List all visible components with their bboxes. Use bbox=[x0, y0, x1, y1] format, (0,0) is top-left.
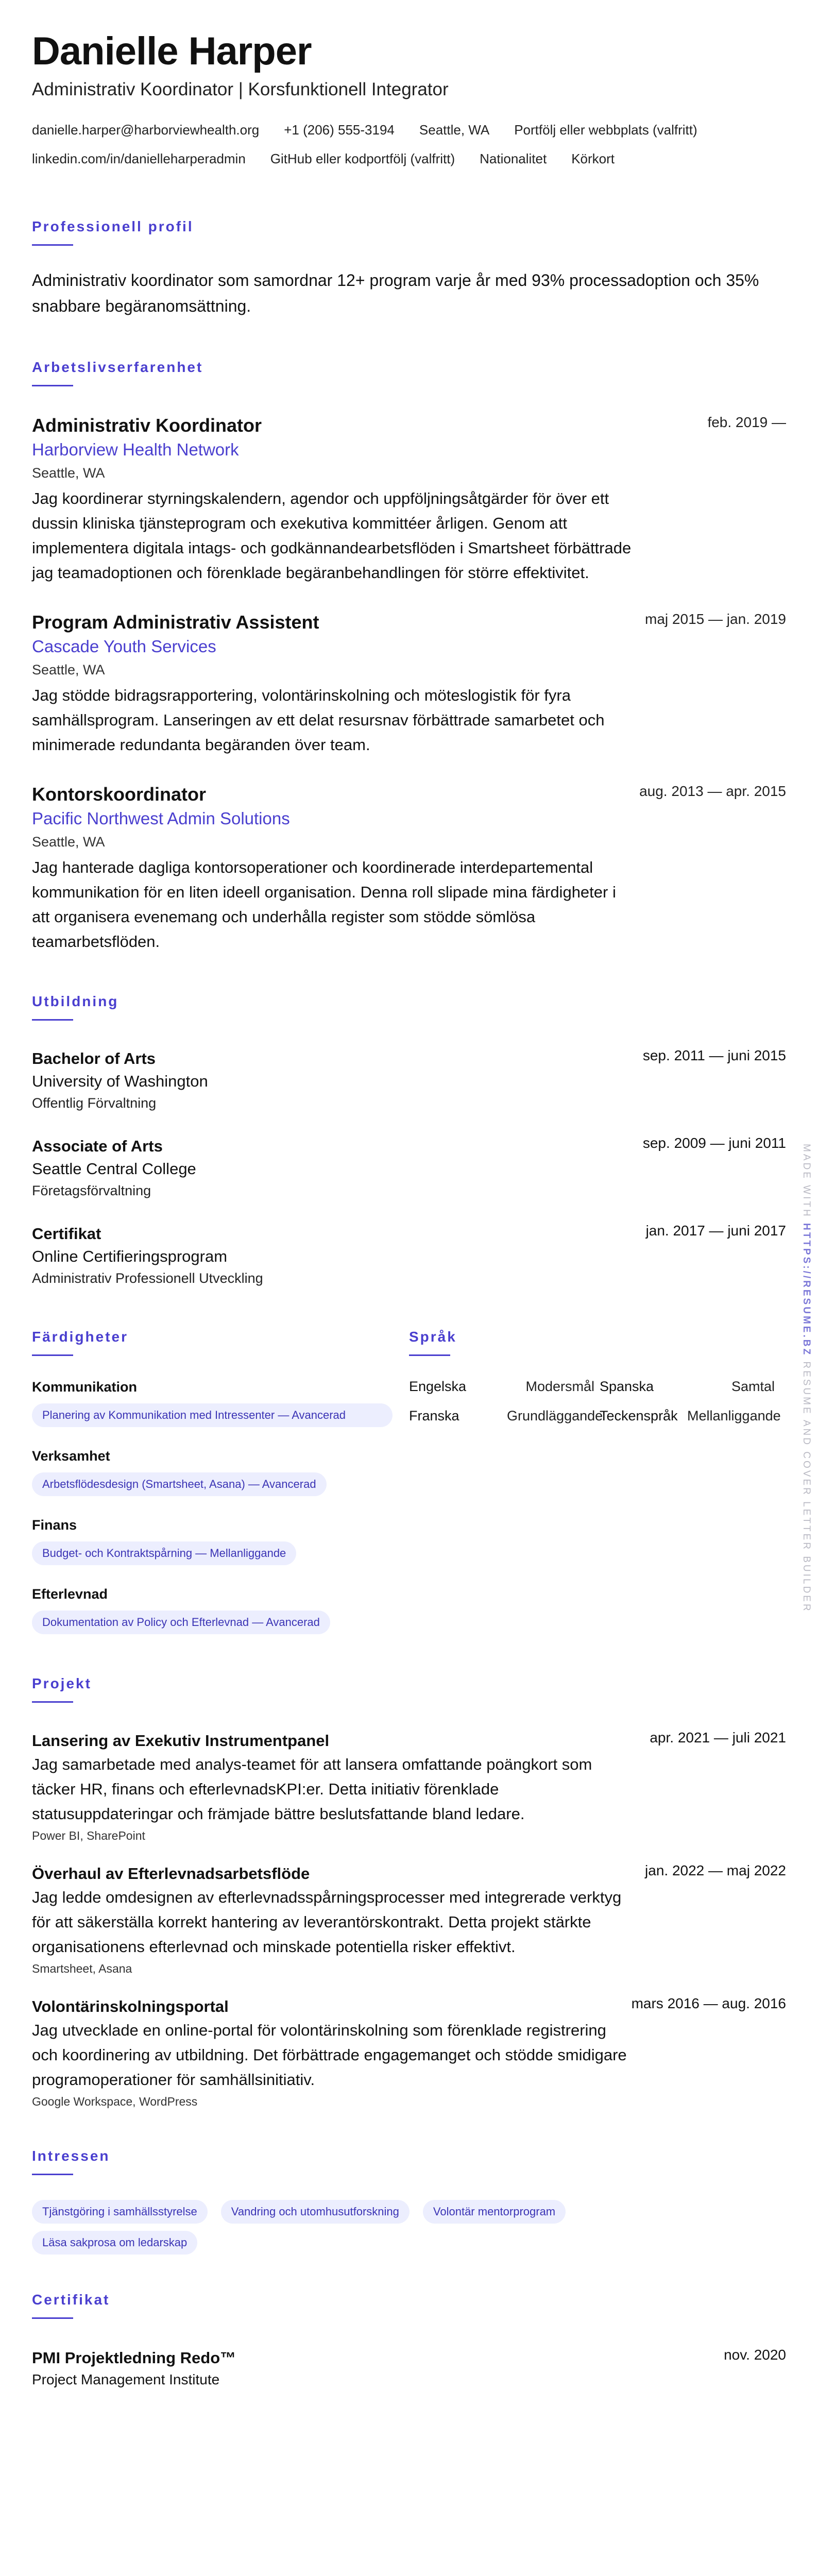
certificate-date: nov. 2020 bbox=[724, 2346, 786, 2363]
project-entry bbox=[32, 1730, 786, 1845]
skills-section bbox=[32, 1329, 409, 1634]
section-divider bbox=[32, 1019, 73, 1021]
section-title: Certifikat bbox=[32, 2291, 110, 2308]
skill-group bbox=[32, 1515, 409, 1565]
section-title: Utbildning bbox=[32, 993, 119, 1009]
builder-credit-text bbox=[800, 1144, 812, 1613]
section-title: Projekt bbox=[32, 1675, 92, 1691]
contact-location: Seattle, WA bbox=[419, 122, 490, 138]
contact-github[interactable]: GitHub eller kodportfölj (valfritt) bbox=[270, 150, 455, 166]
skills-languages-row bbox=[32, 1329, 786, 1634]
skill-group-name: Efterlevnad bbox=[32, 1586, 108, 1602]
skill-tag: Arbetsflödesdesign (Smartsheet, Asana) — Avancerad bbox=[32, 1472, 327, 1496]
section-divider bbox=[409, 1354, 450, 1356]
skill-group bbox=[32, 1584, 409, 1634]
section-divider bbox=[32, 385, 73, 386]
education-date: sep. 2011 — juni 2015 bbox=[642, 1047, 786, 1063]
interest-tag: Läsa sakprosa om ledarskap bbox=[32, 2231, 197, 2255]
job-company: Cascade Youth Services bbox=[32, 636, 216, 656]
job-description: Jag stödde bidragsrapportering, volontärinskolning och möteslogistik för fyra samhällsprogram. Lanseringen av ett delat resursnav förbättrade samarbetet och minimerade redundanta begäranden över team. bbox=[32, 686, 605, 754]
section-divider bbox=[32, 2174, 73, 2175]
education-field: Företagsförvaltning bbox=[32, 1182, 151, 1198]
section-divider bbox=[32, 1354, 73, 1356]
education-entry bbox=[32, 1135, 786, 1201]
project-title: Lansering av Exekutiv Instrumentpanel bbox=[32, 1731, 330, 1750]
job-title: Program Administrativ Assistent bbox=[32, 611, 319, 633]
education-date: jan. 2017 — juni 2017 bbox=[645, 1222, 786, 1239]
credit-prefix: MADE WITH bbox=[801, 1144, 812, 1223]
contact-linkedin[interactable]: linkedin.com/in/danielleharperadmin bbox=[32, 150, 246, 166]
project-description: Jag utvecklade en online-portal för volontärinskolning som förenklade registrering och koordinering av utbildning. Det förbättrade engagemanget och stödde smidigare programoperationer för samhällsinitiativ. bbox=[32, 2021, 627, 2089]
certificates-section bbox=[32, 2292, 786, 2390]
job-entry bbox=[32, 611, 786, 757]
project-description: Jag samarbetade med analys-teamet för att lansera omfattande poängkort som täcker HR, finans och efterlevnadsKPI:er. Detta initiativ förenklade statusuppdateringar och främjade bättre beslutsfattande bland ledare. bbox=[32, 1755, 592, 1823]
job-date: feb. 2019 — bbox=[707, 414, 786, 430]
job-date: aug. 2013 — apr. 2015 bbox=[639, 783, 786, 799]
project-title: Volontärinskolningsportal bbox=[32, 1997, 229, 2015]
project-tools: Smartsheet, Asana bbox=[32, 1961, 132, 1975]
project-tools: Power BI, SharePoint bbox=[32, 1828, 145, 1842]
languages-section bbox=[409, 1329, 786, 1634]
certificate-entry bbox=[32, 2347, 786, 2390]
job-entry bbox=[32, 783, 786, 954]
section-title: Intressen bbox=[32, 2147, 110, 2164]
section-divider bbox=[32, 2317, 73, 2319]
certificate-issuer: Project Management Institute bbox=[32, 2371, 220, 2387]
contact-license: Körkort bbox=[571, 150, 615, 166]
interest-tag: Tjänstgöring i samhällsstyrelse bbox=[32, 2200, 208, 2224]
language-name: Engelska bbox=[409, 1378, 467, 1394]
project-date: apr. 2021 — juli 2021 bbox=[650, 1729, 786, 1745]
candidate-name: Danielle Harper bbox=[32, 29, 312, 73]
job-location: Seattle, WA bbox=[32, 465, 105, 481]
profile-section bbox=[32, 218, 786, 319]
skill-group-name: Kommunikation bbox=[32, 1379, 138, 1395]
section-title: Professionell profil bbox=[32, 218, 194, 234]
interest-tag: Vandring och utomhusutforskning bbox=[221, 2200, 410, 2224]
language-level: Modersmål bbox=[525, 1378, 594, 1394]
projects-section bbox=[32, 1675, 786, 2111]
contact-list bbox=[32, 115, 805, 173]
education-date: sep. 2009 — juni 2011 bbox=[642, 1134, 786, 1151]
language-name: Teckenspråk bbox=[600, 1408, 678, 1423]
credit-link[interactable]: HTTPS://RESUME.BZ bbox=[801, 1223, 812, 1357]
job-title: Administrativ Koordinator bbox=[32, 414, 262, 436]
job-title: Kontorskoordinator bbox=[32, 783, 206, 805]
experience-section bbox=[32, 359, 786, 954]
language-name: Spanska bbox=[600, 1378, 654, 1394]
job-company: Pacific Northwest Admin Solutions bbox=[32, 808, 290, 828]
interests-section bbox=[32, 2148, 786, 2255]
skill-tag: Dokumentation av Policy och Efterlevnad — Avancerad bbox=[32, 1611, 330, 1634]
job-description: Jag hanterade dagliga kontorsoperationer och koordinerade interdepartemental kommunikation för en liten ideell organisation. Denna roll slipade mina färdigheter i att organisera evenemang och underhålla register som stödde sömlösa teamarbetsflöden. bbox=[32, 858, 616, 951]
section-divider bbox=[32, 244, 73, 246]
contact-phone[interactable]: +1 (206) 555-3194 bbox=[284, 122, 395, 138]
skill-tag: Planering av Kommunikation med Intressenter — Avancerad bbox=[32, 1403, 393, 1427]
section-divider bbox=[32, 1701, 73, 1703]
project-tools: Google Workspace, WordPress bbox=[32, 2094, 198, 2108]
education-section bbox=[32, 993, 786, 1289]
section-title: Språk bbox=[409, 1328, 457, 1345]
contact-nationality: Nationalitet bbox=[480, 150, 547, 166]
contact-portfolio[interactable]: Portfölj eller webbplats (valfritt) bbox=[514, 122, 697, 138]
education-school: Seattle Central College bbox=[32, 1159, 196, 1178]
credit-suffix: RESUME AND COVER LETTER BUILDER bbox=[801, 1357, 812, 1613]
certificate-name: PMI Projektledning Redo™ bbox=[32, 2348, 236, 2367]
project-date: jan. 2022 — maj 2022 bbox=[645, 1862, 786, 1878]
project-entry bbox=[32, 1995, 786, 2111]
job-company: Harborview Health Network bbox=[32, 439, 239, 459]
education-entry bbox=[32, 1047, 786, 1113]
language-level: Grundläggande bbox=[507, 1408, 603, 1423]
project-date: mars 2016 — aug. 2016 bbox=[631, 1995, 786, 2011]
skill-group-name: Verksamhet bbox=[32, 1448, 110, 1464]
skill-group bbox=[32, 1377, 409, 1427]
skill-group bbox=[32, 1446, 409, 1496]
profile-summary: Administrativ koordinator som samordnar 12+ program varje år med 93% processadoption och 35% snabbare begäranomsättning. bbox=[32, 270, 759, 315]
language-level: Mellanliggande bbox=[687, 1408, 781, 1423]
language-list bbox=[409, 1379, 786, 1424]
education-field: Administrativ Professionell Utveckling bbox=[32, 1270, 263, 1286]
education-field: Offentlig Förvaltning bbox=[32, 1095, 157, 1111]
education-degree: Associate of Arts bbox=[32, 1137, 163, 1155]
education-degree: Bachelor of Arts bbox=[32, 1049, 156, 1067]
language-name: Franska bbox=[409, 1408, 459, 1423]
interest-list bbox=[32, 2193, 753, 2255]
section-title: Arbetslivserfarenhet bbox=[32, 359, 203, 375]
education-school: Online Certifieringsprogram bbox=[32, 1247, 228, 1265]
job-date: maj 2015 — jan. 2019 bbox=[645, 611, 786, 627]
section-title: Färdigheter bbox=[32, 1328, 129, 1345]
job-location: Seattle, WA bbox=[32, 662, 105, 677]
job-description: Jag koordinerar styrningskalendern, agendor och uppföljningsåtgärder för över ett dussin kliniska tjänsteprogram och exekutiva kommittéer årligen. Genom att implementera digitala intags- och godkännandearbetsflöden i Smartsheet förbättrade jag teamadoptionen och förenklade begäranbehandlingen för större effektivitet. bbox=[32, 489, 632, 582]
job-entry bbox=[32, 414, 786, 585]
language-level: Samtal bbox=[731, 1378, 775, 1394]
skill-tag: Budget- och Kontraktspårning — Mellanliggande bbox=[32, 1541, 296, 1565]
education-school: University of Washington bbox=[32, 1072, 208, 1090]
interest-tag: Volontär mentorprogram bbox=[423, 2200, 566, 2224]
project-description: Jag ledde omdesignen av efterlevnadsspårningsprocesser med integrerade verktyg för att säkerställa korrekt hantering av leverantörskontrakt. Detta projekt stärkte organisationens efterlevnad och minskade potentiella risker effektivt. bbox=[32, 1888, 622, 1956]
education-degree: Certifikat bbox=[32, 1224, 101, 1243]
resume-header bbox=[32, 30, 786, 173]
project-title: Överhaul av Efterlevnadsarbetsflöde bbox=[32, 1864, 310, 1883]
builder-credit bbox=[794, 1144, 815, 1613]
candidate-headline: Administrativ Koordinator | Korsfunktionell Integrator bbox=[32, 79, 449, 99]
job-location: Seattle, WA bbox=[32, 834, 105, 850]
contact-email[interactable]: danielle.harper@harborviewhealth.org bbox=[32, 122, 260, 138]
skill-group-name: Finans bbox=[32, 1517, 77, 1533]
project-entry bbox=[32, 1862, 786, 1978]
education-entry bbox=[32, 1223, 786, 1289]
